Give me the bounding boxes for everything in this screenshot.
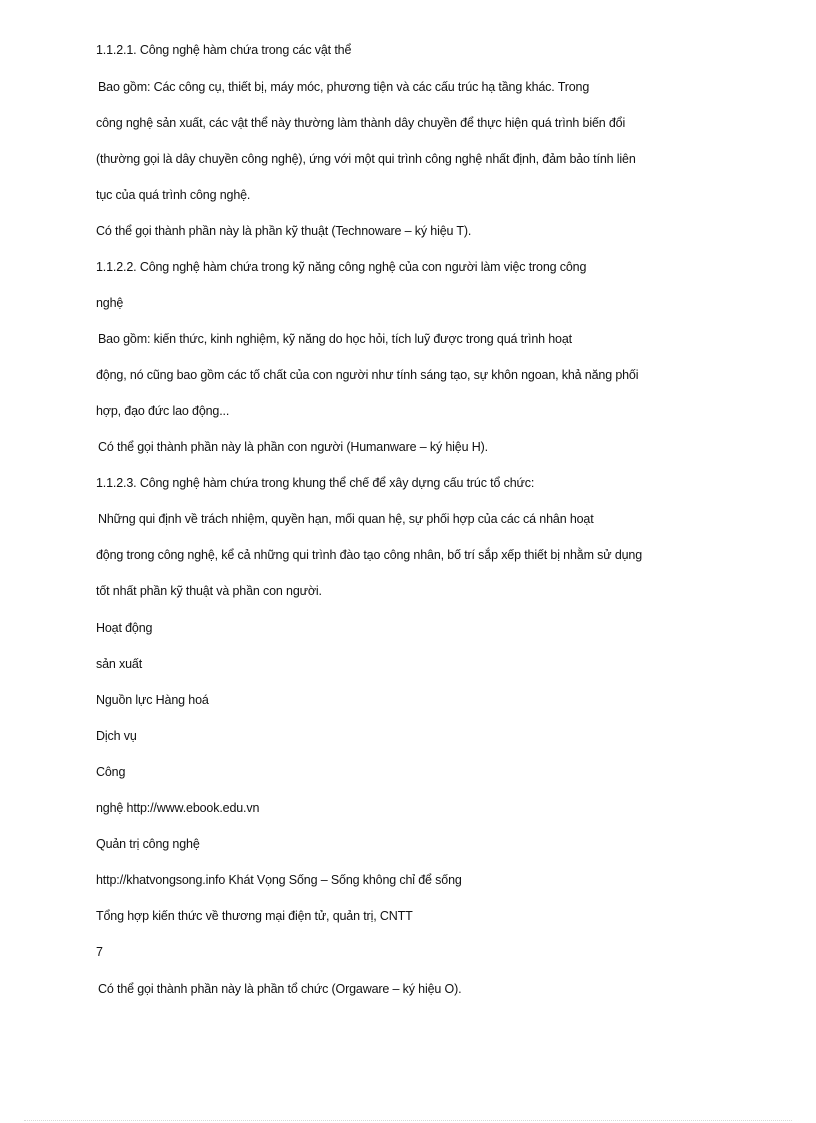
page-bottom-divider <box>24 1120 792 1121</box>
diagram-label: sản xuất <box>96 657 143 671</box>
paragraph-line: Bao gồm: kiến thức, kinh nghiệm, kỹ năng do học hỏi, tích luỹ được trong quá trình hoạt <box>98 332 572 346</box>
paragraph-line: hợp, đạo đức lao động... <box>96 404 230 418</box>
diagram-label: Dịch vụ <box>96 729 137 743</box>
paragraph-line: Có thể gọi thành phần này là phần kỹ thuật (Technoware – ký hiệu T). <box>96 224 472 238</box>
heading-1-1-2-1: 1.1.2.1. Công nghệ hàm chứa trong các vật thể <box>96 43 352 57</box>
paragraph-line: động, nó cũng bao gồm các tố chất của con người như tính sáng tạo, sự khôn ngoan, khả năng phối <box>96 368 639 382</box>
paragraph-line: Những qui định về trách nhiệm, quyền hạn, mối quan hệ, sự phối hợp của các cá nhân hoạt <box>98 512 594 526</box>
footer-line: Tổng hợp kiến thức về thương mại điện tử, quản trị, CNTT <box>96 909 413 923</box>
paragraph-line: tốt nhất phần kỹ thuật và phần con người. <box>96 584 322 598</box>
paragraph-line: Có thể gọi thành phần này là phần con người (Humanware – ký hiệu H). <box>98 440 488 454</box>
diagram-label-with-url: nghệ http://www.ebook.edu.vn <box>96 801 260 815</box>
paragraph-line: tục của quá trình công nghệ. <box>96 188 251 202</box>
diagram-label: Nguồn lực Hàng hoá <box>96 693 209 707</box>
paragraph-line: động trong công nghệ, kể cả những qui trình đào tạo công nhân, bố trí sắp xếp thiết bị nhằm sử dụng <box>96 548 643 562</box>
paragraph-line: Bao gồm: Các công cụ, thiết bị, máy móc, phương tiện và các cấu trúc hạ tầng khác. Trong <box>98 80 590 94</box>
paragraph-line: công nghệ sản xuất, các vật thể này thường làm thành dây chuyền để thực hiện quá trình biến đổi <box>96 116 626 130</box>
footer-line: http://khatvongsong.info Khát Vọng Sống – Sống không chỉ để sống <box>96 873 462 887</box>
diagram-label: Công <box>96 765 126 779</box>
diagram-label: Quản trị công nghệ <box>96 837 200 851</box>
paragraph-line: Có thể gọi thành phần này là phần tổ chức (Orgaware – ký hiệu O). <box>98 982 462 996</box>
heading-continuation: nghệ <box>96 296 124 310</box>
heading-1-1-2-3: 1.1.2.3. Công nghệ hàm chứa trong khung thể chế để xây dựng cấu trúc tổ chức: <box>96 476 535 490</box>
diagram-label: Hoạt động <box>96 621 153 635</box>
paragraph-line: (thường gọi là dây chuyền công nghệ), ứng với một qui trình công nghệ nhất định, đảm bảo tính liên <box>96 152 636 166</box>
page-number: 7 <box>96 945 103 959</box>
heading-1-1-2-2: 1.1.2.2. Công nghệ hàm chứa trong kỹ năng công nghệ của con người làm việc trong công <box>96 260 587 274</box>
